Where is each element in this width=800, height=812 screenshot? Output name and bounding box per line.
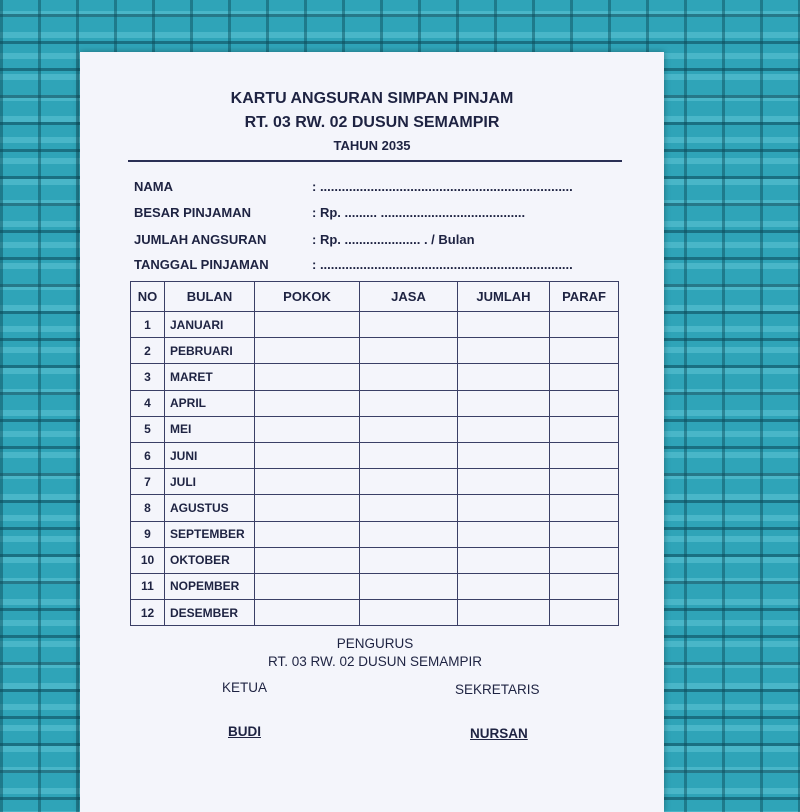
cell-pokok — [255, 573, 360, 599]
cell-pokok — [255, 416, 360, 442]
table-row — [131, 364, 619, 390]
cell-jumlah — [458, 338, 550, 364]
cell-no: 11 — [131, 573, 165, 599]
cell-paraf — [550, 469, 619, 495]
card-subtitle: RT. 03 RW. 02 DUSUN SEMAMPIR — [244, 114, 500, 131]
cell-no: 2 — [131, 338, 165, 364]
sekretaris-title: SEKRETARIS — [455, 682, 540, 697]
cell-bulan: AGUSTUS — [165, 495, 255, 521]
header-divider — [128, 160, 622, 162]
cell-paraf — [550, 338, 619, 364]
cell-jasa — [360, 338, 458, 364]
field-label: BESAR PINJAMAN — [134, 205, 252, 220]
cell-pokok — [255, 312, 360, 338]
column-header-paraf: PARAF — [550, 282, 619, 312]
field-value: : Rp. ......... ........................................ — [312, 205, 526, 220]
table-body — [131, 312, 619, 626]
cell-jasa — [360, 495, 458, 521]
cell-jumlah — [458, 573, 550, 599]
cell-jasa — [360, 390, 458, 416]
cell-paraf — [550, 312, 619, 338]
installment-table — [130, 281, 619, 626]
cell-no: 6 — [131, 442, 165, 468]
table-header-row — [131, 282, 619, 312]
cell-paraf — [550, 573, 619, 599]
table-row — [131, 442, 619, 468]
ketua-name: BUDI — [228, 724, 261, 739]
cell-jasa — [360, 442, 458, 468]
cell-no: 9 — [131, 521, 165, 547]
cell-jasa — [360, 573, 458, 599]
table-row — [131, 547, 619, 573]
column-header-jumlah: JUMLAH — [458, 282, 550, 312]
cell-no: 12 — [131, 600, 165, 626]
field-value: : ...................................................................... — [312, 257, 573, 272]
cell-jasa — [360, 416, 458, 442]
cell-no: 10 — [131, 547, 165, 573]
cell-bulan: JUNI — [165, 442, 255, 468]
column-header-jasa: JASA — [360, 282, 458, 312]
cell-paraf — [550, 390, 619, 416]
ketua-title: KETUA — [222, 680, 268, 695]
cell-jumlah — [458, 390, 550, 416]
cell-pokok — [255, 469, 360, 495]
card-title: KARTU ANGSURAN SIMPAN PINJAM — [230, 90, 514, 107]
cell-no: 4 — [131, 390, 165, 416]
installment-card-paper — [80, 52, 664, 812]
cell-jumlah — [458, 600, 550, 626]
field-label: JUMLAH ANGSURAN — [134, 232, 267, 247]
footer-org-line1: PENGURUS — [336, 636, 414, 651]
cell-bulan: MEI — [165, 416, 255, 442]
cell-jumlah — [458, 312, 550, 338]
cell-paraf — [550, 547, 619, 573]
cell-pokok — [255, 338, 360, 364]
cell-paraf — [550, 442, 619, 468]
column-header-pokok: POKOK — [255, 282, 360, 312]
table-row — [131, 600, 619, 626]
cell-jasa — [360, 547, 458, 573]
cell-bulan: SEPTEMBER — [165, 521, 255, 547]
table-row — [131, 573, 619, 599]
cell-paraf — [550, 521, 619, 547]
cell-jasa — [360, 600, 458, 626]
cell-jumlah — [458, 547, 550, 573]
table-row — [131, 469, 619, 495]
field-label: TANGGAL PINJAMAN — [134, 257, 269, 272]
table-row — [131, 312, 619, 338]
field-value: : Rp. ..................... . / Bulan — [312, 232, 475, 247]
cell-pokok — [255, 495, 360, 521]
cell-no: 3 — [131, 364, 165, 390]
cell-bulan: DESEMBER — [165, 600, 255, 626]
field-value: : ...................................................................... — [312, 179, 573, 194]
cell-bulan: APRIL — [165, 390, 255, 416]
cell-no: 1 — [131, 312, 165, 338]
cell-jasa — [360, 364, 458, 390]
cell-pokok — [255, 521, 360, 547]
cell-pokok — [255, 600, 360, 626]
table-row — [131, 416, 619, 442]
cell-paraf — [550, 364, 619, 390]
sekretaris-name: NURSAN — [470, 726, 528, 741]
table-row — [131, 521, 619, 547]
cell-bulan: PEBRUARI — [165, 338, 255, 364]
cell-pokok — [255, 390, 360, 416]
cell-bulan: JANUARI — [165, 312, 255, 338]
cell-bulan: OKTOBER — [165, 547, 255, 573]
cell-no: 5 — [131, 416, 165, 442]
cell-pokok — [255, 364, 360, 390]
cell-jumlah — [458, 521, 550, 547]
cell-jumlah — [458, 442, 550, 468]
cell-bulan: JULI — [165, 469, 255, 495]
column-header-no: NO — [131, 282, 165, 312]
cell-paraf — [550, 495, 619, 521]
column-header-bulan: BULAN — [165, 282, 255, 312]
table-row — [131, 390, 619, 416]
cell-bulan: MARET — [165, 364, 255, 390]
field-label: NAMA — [134, 179, 173, 194]
cell-paraf — [550, 600, 619, 626]
cell-pokok — [255, 547, 360, 573]
cell-jasa — [360, 469, 458, 495]
cell-jumlah — [458, 495, 550, 521]
cell-no: 7 — [131, 469, 165, 495]
card-year: TAHUN 2035 — [333, 138, 411, 153]
cell-jumlah — [458, 469, 550, 495]
cell-no: 8 — [131, 495, 165, 521]
cell-jumlah — [458, 364, 550, 390]
cell-pokok — [255, 442, 360, 468]
cell-jasa — [360, 312, 458, 338]
footer-org-line2: RT. 03 RW. 02 DUSUN SEMAMPIR — [267, 654, 483, 669]
table-row — [131, 338, 619, 364]
cell-jumlah — [458, 416, 550, 442]
cell-bulan: NOPEMBER — [165, 573, 255, 599]
cell-jasa — [360, 521, 458, 547]
table-row — [131, 495, 619, 521]
cell-paraf — [550, 416, 619, 442]
